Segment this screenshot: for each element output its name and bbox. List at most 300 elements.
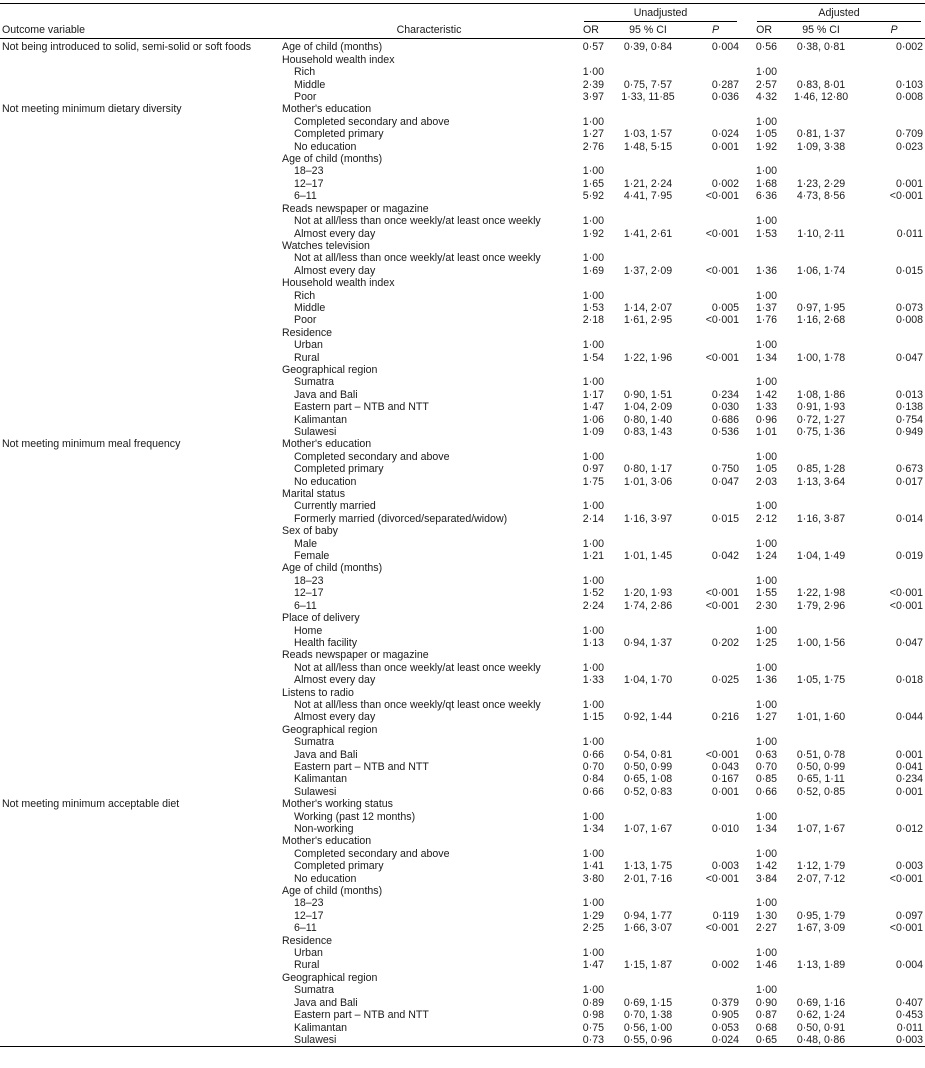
adjusted-or-cell: 0·56 (755, 41, 778, 54)
adjusted-or-cell: 1·30 (755, 909, 778, 922)
unadjusted-ci-cell: 0·55, 0·96 (606, 1034, 690, 1047)
outcome-cell: Not meeting minimum acceptable diet (2, 798, 180, 811)
outcome-cell (0, 637, 282, 649)
adjusted-ci-cell: 0·50, 0·99 (796, 760, 846, 773)
unadjusted-or-cell: 1·29 (582, 909, 604, 922)
unadjusted-ci-cell: 1·61, 2·95 (623, 314, 673, 327)
adjusted-p-cell: <0·001 (889, 587, 924, 600)
outcome-cell (0, 215, 282, 227)
characteristic-cell: Currently married (294, 500, 376, 513)
unadjusted-ci-cell (606, 662, 690, 674)
adjusted-or-cell: 1·05 (755, 128, 778, 141)
unadjusted-or-cell: 1·92 (582, 227, 604, 240)
characteristic-cell: Sulawesi (294, 426, 337, 438)
characteristic-cell: Completed primary (294, 463, 384, 476)
adjusted-or-cell: 1·00 (755, 339, 778, 352)
adjusted-p-cell: 0·018 (895, 674, 924, 687)
adjusted-or-cell (749, 327, 779, 339)
table-row (0, 525, 925, 537)
outcome-cell (0, 228, 282, 240)
outcome-cell (0, 426, 282, 438)
outcome-cell (0, 674, 282, 686)
table-row (0, 997, 925, 1009)
unadjusted-ci-cell (606, 252, 690, 264)
spacer-cell (741, 860, 749, 872)
outcome-cell (0, 538, 282, 550)
adjusted-p-cell: 0·004 (895, 959, 924, 972)
adjusted-p-cell: 0·097 (895, 909, 924, 922)
spacer-cell (741, 687, 749, 699)
outcome-cell (0, 662, 282, 674)
table-row (0, 153, 925, 165)
spacer-cell (741, 910, 749, 922)
characteristic-cell: Sulawesi (282, 1034, 576, 1047)
outcome-cell (0, 141, 282, 153)
unadjusted-or-cell: 0·97 (582, 463, 604, 476)
characteristic-cell: 6–11 (294, 599, 317, 612)
adjusted-ci-cell (779, 625, 863, 637)
outcome-cell (0, 451, 282, 463)
table-row (0, 290, 925, 302)
outcome-cell (0, 625, 282, 637)
characteristic-cell: Sulawesi (294, 785, 337, 798)
unadjusted-or-cell: 0·98 (582, 1009, 604, 1022)
table-row (0, 128, 925, 140)
characteristic-cell: Rich (294, 66, 316, 79)
unadjusted-p-cell: 0·010 (711, 823, 740, 835)
adjusted-ci-cell (779, 376, 863, 388)
unadjusted-p-cell (690, 662, 741, 674)
outcome-cell (0, 897, 282, 909)
adjusted-or-cell: 1·00 (755, 810, 778, 823)
spacer-cell (741, 922, 749, 934)
unadjusted-or-cell (576, 438, 606, 450)
unadjusted-ci-cell (606, 562, 690, 574)
unadjusted-ci-cell: 1·01, 3·06 (623, 475, 673, 488)
unadjusted-or-cell (576, 972, 606, 984)
table-row (0, 798, 925, 810)
adjusted-or-cell: 1·00 (755, 698, 778, 711)
characteristic-cell: Geographical region (282, 723, 378, 736)
unadjusted-or-cell: 1·17 (582, 388, 604, 401)
unadjusted-ci-cell (606, 203, 690, 215)
outcome-cell (0, 984, 282, 996)
adjusted-ci-cell (779, 811, 863, 823)
adjusted-or-cell: 2·12 (755, 512, 778, 525)
adjusted-ci-cell (779, 116, 863, 128)
unadjusted-ci-cell: 0·80, 1·17 (623, 463, 673, 476)
unadjusted-p-cell (690, 935, 741, 947)
adjusted-or-cell: 1·00 (755, 847, 778, 860)
adjusted-or-cell (749, 649, 779, 661)
unadjusted-ci-cell: 1·13, 1·75 (623, 860, 673, 873)
outcome-cell (0, 178, 282, 190)
unadjusted-or-cell: 1·75 (582, 475, 604, 488)
spacer-cell (741, 612, 749, 624)
unadjusted-ci-cell: 0·80, 1·40 (623, 413, 673, 426)
adjusted-or-cell: 1·00 (755, 376, 778, 389)
spacer-cell (741, 786, 749, 798)
spacer-cell (741, 724, 749, 736)
characteristic-cell: Rural (294, 959, 320, 972)
unadjusted-or-cell: 2·24 (582, 599, 604, 612)
unadjusted-p-cell (690, 562, 741, 574)
outcome-cell (0, 265, 282, 277)
characteristic-cell: Rural (294, 351, 320, 364)
adjusted-or-cell: 2·03 (755, 475, 778, 488)
outcome-cell (0, 885, 282, 897)
unadjusted-ci-cell (606, 811, 690, 823)
spacer-cell (741, 525, 749, 537)
adjusted-or-cell (749, 203, 779, 215)
outcome-cell (0, 749, 282, 761)
adjusted-p-cell: 0·044 (895, 711, 924, 724)
unadjusted-or-cell (576, 103, 606, 115)
adjusted-ci-cell: 1·04, 1·49 (796, 550, 846, 563)
unadjusted-or-cell: 0·73 (576, 1034, 606, 1047)
outcome-cell (0, 736, 282, 748)
unadjusted-p-cell (690, 897, 741, 909)
adjusted-ci-cell (779, 984, 863, 996)
adjusted-ci-cell: 1·07, 1·67 (796, 823, 846, 835)
adjusted-p-cell: 0·041 (895, 760, 924, 773)
table-row (0, 848, 925, 860)
adjusted-ci-cell: 1·01, 1·60 (796, 711, 846, 724)
adjusted-ci-cell: 1·67, 3·09 (796, 922, 846, 935)
unadjusted-or-cell: 1·69 (582, 264, 604, 277)
adjusted-or-cell: 3·84 (755, 872, 778, 885)
adjusted-p-cell (863, 116, 925, 128)
adjusted-p-cell (863, 724, 925, 736)
spacer-cell (741, 327, 749, 339)
unadjusted-ci-cell: 1·14, 2·07 (623, 301, 673, 314)
spacer-cell (741, 798, 749, 810)
outcome-cell (0, 476, 282, 488)
characteristic-cell: Completed secondary and above (294, 450, 450, 463)
outcome-cell (0, 66, 282, 78)
unadjusted-p-cell (690, 984, 741, 996)
adjusted-or-cell: 1·00 (755, 984, 778, 997)
unadjusted-or-cell: 1·54 (582, 351, 604, 364)
table-row (0, 116, 925, 128)
unadjusted-or-cell: 1·00 (582, 698, 604, 711)
unadjusted-p-cell: 0·002 (711, 959, 740, 972)
unadjusted-or-cell: 0·84 (582, 773, 604, 786)
characteristic-cell: Mother's working status (282, 798, 393, 811)
unadjusted-ci-cell (606, 327, 690, 339)
adjusted-ci-cell: 1·05, 1·75 (796, 674, 846, 687)
adjusted-p-cell (863, 290, 925, 302)
unadjusted-or-cell: 1·53 (582, 301, 604, 314)
spacer-cell (741, 513, 749, 525)
adjusted-ci-cell: 0·83, 8·01 (796, 78, 846, 91)
unadjusted-or-cell (576, 240, 606, 252)
characteristic-cell: Kalimantan (294, 1021, 347, 1034)
unadjusted-ci-cell: 1·74, 2·86 (623, 599, 673, 612)
unadjusted-p-cell: 0·216 (711, 711, 740, 724)
adjusted-p-cell: 0·047 (895, 351, 924, 364)
adjusted-ci-cell (779, 203, 863, 215)
adjusted-ci-cell: 0·95, 1·79 (796, 909, 846, 922)
characteristic-cell: Java and Bali (294, 388, 358, 401)
adjusted-p-cell (863, 649, 925, 661)
characteristic-cell: Age of child (months) (282, 153, 383, 166)
adjusted-or-cell: 2·30 (755, 599, 778, 612)
adjusted-p-cell (863, 277, 925, 289)
adjusted-or-cell: 1·24 (755, 550, 778, 563)
spacer-cell (741, 575, 749, 587)
outcome-cell (0, 327, 282, 339)
unadjusted-p-cell (690, 699, 741, 711)
outcome-cell (0, 947, 282, 959)
outcome-cell (0, 761, 282, 773)
adjusted-p-cell (863, 488, 925, 500)
adjusted-ci-cell: 0·51, 0·78 (796, 748, 846, 761)
adjusted-ci-cell (779, 848, 863, 860)
characteristic-cell: Completed primary (294, 860, 384, 873)
adjusted-or-cell: 1·00 (755, 66, 778, 79)
characteristic-cell: Mother's education (282, 835, 372, 848)
unadjusted-ci-cell (606, 215, 690, 227)
outcome-cell (0, 1009, 282, 1021)
spacer-cell (741, 228, 749, 240)
adjusted-ci-cell (779, 835, 863, 847)
unadjusted-or-cell: 1·00 (582, 661, 604, 674)
adjusted-p-cell (863, 327, 925, 339)
adjusted-ci-cell (779, 562, 863, 574)
table-row (0, 414, 925, 426)
unadjusted-p-cell: 0·025 (711, 674, 740, 687)
table-row (0, 935, 925, 947)
spacer-cell (741, 885, 749, 897)
characteristic-cell: Mother's education (282, 438, 372, 451)
unadjusted-ci-cell: 0·94, 1·77 (623, 909, 673, 922)
table-row (0, 625, 925, 637)
unadjusted-p-cell (690, 612, 741, 624)
table-row (0, 724, 925, 736)
characteristic-cell: Sex of baby (282, 525, 338, 538)
adjusted-ci-cell (779, 538, 863, 550)
spacer-cell (741, 997, 749, 1009)
characteristic-cell: Almost every day (294, 264, 376, 277)
unadjusted-ci-cell: 0·75, 7·57 (623, 78, 673, 91)
spacer-cell (741, 401, 749, 413)
characteristic-cell: Java and Bali (294, 748, 358, 761)
unadjusted-or-cell: 0·57 (582, 41, 604, 54)
adjusted-or-cell: 1·00 (755, 450, 778, 463)
adjusted-p-cell (863, 339, 925, 351)
outcome-cell (0, 302, 282, 314)
table-row (0, 550, 925, 562)
outcome-cell (0, 116, 282, 128)
spacer-cell (741, 1009, 749, 1021)
adjusted-or-cell: 1·00 (755, 289, 778, 302)
unadjusted-p-cell: 0·042 (711, 550, 740, 563)
adjusted-ci-cell: 0·62, 1·24 (796, 1009, 846, 1022)
adjusted-or-cell: 1·33 (755, 401, 778, 414)
unadjusted-or-cell: 1·00 (582, 897, 604, 910)
adjusted-ci-cell (779, 451, 863, 463)
unadjusted-p-cell (690, 538, 741, 550)
unadjusted-ci-cell (606, 500, 690, 512)
adjusted-ci-cell: 0·38, 0·81 (796, 41, 846, 54)
adjusted-p-cell: 0·001 (895, 748, 924, 761)
unadjusted-p-cell (690, 66, 741, 78)
table-row (0, 203, 925, 215)
adjusted-ci-cell (779, 897, 863, 909)
adjusted-p-cell (863, 538, 925, 550)
table-row (0, 562, 925, 574)
characteristic-cell: Completed secondary and above (294, 847, 450, 860)
outcome-cell (0, 314, 282, 326)
outcome-cell (0, 724, 282, 736)
unadjusted-p-cell (690, 203, 741, 215)
outcome-cell (0, 873, 282, 885)
unadjusted-p-cell: 0·043 (711, 760, 740, 773)
unadjusted-or-cell: 5·92 (582, 190, 604, 203)
unadjusted-p-cell: 0·015 (711, 512, 740, 525)
adjusted-p-cell: 0·453 (895, 1009, 924, 1022)
adjusted-or-cell (749, 687, 779, 699)
table-row (0, 352, 925, 364)
unadjusted-or-cell (576, 649, 606, 661)
unadjusted-or-cell: 1·47 (582, 401, 604, 414)
adjusted-ci-cell: 0·97, 1·95 (796, 301, 846, 314)
spacer-cell (741, 773, 749, 785)
unadjusted-ci-cell: 0·39, 0·84 (623, 41, 673, 54)
outcome-cell (0, 128, 282, 140)
unadjusted-ci-cell: 0·94, 1·37 (623, 636, 673, 649)
table-row (0, 538, 925, 550)
outcome-cell (0, 972, 282, 984)
adjusted-ci-cell (779, 575, 863, 587)
adjusted-ci-cell (779, 612, 863, 624)
unadjusted-p-cell: 0·030 (711, 401, 740, 414)
adjusted-p-cell (863, 500, 925, 512)
outcome-cell (0, 699, 282, 711)
outcome-cell (0, 463, 282, 475)
unadjusted-or-cell (576, 203, 606, 215)
unadjusted-p-cell (690, 947, 741, 959)
unadjusted-p-cell (690, 451, 741, 463)
spacer-cell (741, 252, 749, 264)
adjusted-p-cell (863, 699, 925, 711)
adjusted-p-cell: 0·709 (895, 128, 924, 141)
adjusted-p-header: P (863, 22, 925, 39)
table-row (0, 873, 925, 885)
outcome-cell (0, 364, 282, 376)
table-row (0, 860, 925, 872)
unadjusted-ci-cell: 1·01, 1·45 (623, 550, 673, 563)
adjusted-p-cell: 0·001 (895, 177, 924, 190)
adjusted-or-cell: 1·92 (755, 140, 778, 153)
table-row (0, 947, 925, 959)
unadjusted-ci-cell: 0·90, 1·51 (623, 388, 673, 401)
characteristic-cell: Urban (294, 339, 323, 352)
adjusted-ci-cell: 1·06, 1·74 (796, 264, 846, 277)
spacer-cell (741, 339, 749, 351)
adjusted-p-cell (863, 612, 925, 624)
adjusted-or-cell: 1·34 (755, 351, 778, 364)
spacer-cell (741, 414, 749, 426)
adjusted-p-cell: 0·002 (895, 41, 924, 54)
unadjusted-ci-cell (606, 575, 690, 587)
adjusted-ci-cell: 0·75, 1·36 (796, 426, 846, 438)
outcome-cell (0, 500, 282, 512)
outcome-cell (0, 376, 282, 388)
outcome-cell (0, 860, 282, 872)
characteristic-cell: 18–23 (294, 897, 324, 910)
spacer-cell (741, 749, 749, 761)
outcome-cell (0, 1022, 282, 1034)
unadjusted-p-cell (690, 215, 741, 227)
adjusted-or-cell: 1·68 (755, 177, 778, 190)
adjusted-ci-cell: 1·09, 3·38 (796, 140, 846, 153)
adjusted-p-cell: 0·047 (895, 636, 924, 649)
adjusted-p-cell: 0·003 (863, 1034, 925, 1047)
spacer-cell (741, 54, 749, 66)
unadjusted-p-cell: <0·001 (705, 264, 740, 277)
table-row (0, 389, 925, 401)
adjusted-p-cell: 0·019 (895, 550, 924, 563)
outcome-cell (0, 165, 282, 177)
unadjusted-or-cell: 0·89 (582, 996, 604, 1009)
spacer-cell (741, 947, 749, 959)
adjusted-ci-cell (779, 66, 863, 78)
unadjusted-ci-cell (606, 165, 690, 177)
adjusted-or-cell: 1·42 (755, 860, 778, 873)
unadjusted-ci-cell (606, 525, 690, 537)
unadjusted-p-cell: <0·001 (705, 314, 740, 327)
unadjusted-ci-cell: 1·16, 3·97 (623, 512, 673, 525)
adjusted-or-cell (749, 525, 779, 537)
adjusted-ci-cell: 0·48, 0·86 (779, 1034, 863, 1047)
adjusted-or-cell: 1·00 (755, 661, 778, 674)
table-row (0, 600, 925, 612)
adjusted-or-cell: 1·76 (755, 314, 778, 327)
adjusted-p-cell: <0·001 (889, 922, 924, 935)
characteristic-cell: Working (past 12 months) (294, 810, 416, 823)
unadjusted-p-cell: <0·001 (705, 587, 740, 600)
outcome-cell (0, 91, 282, 103)
unadjusted-or-cell (576, 562, 606, 574)
spacer-cell (741, 897, 749, 909)
unadjusted-ci-cell (606, 339, 690, 351)
unadjusted-or-cell: 0·70 (582, 760, 604, 773)
outcome-header: Outcome variable (0, 22, 282, 39)
unadjusted-ci-cell (606, 376, 690, 388)
unadjusted-p-cell (690, 252, 741, 264)
characteristic-cell: Residence (282, 326, 333, 339)
adjusted-or-cell: 1·00 (755, 574, 778, 587)
table-row (0, 302, 925, 314)
characteristic-cell: Eastern part – NTB and NTT (294, 760, 429, 773)
adjusted-p-cell: 0·011 (896, 227, 924, 240)
adjusted-p-cell: 0·017 (895, 475, 924, 488)
unadjusted-ci-cell (606, 451, 690, 463)
unadjusted-p-cell (690, 277, 741, 289)
adjusted-or-cell: 1·00 (755, 537, 778, 550)
unadjusted-p-cell: <0·001 (705, 227, 740, 240)
unadjusted-p-cell (690, 327, 741, 339)
adjusted-ci-cell (779, 438, 863, 450)
table-row (0, 711, 925, 723)
adjusted-p-cell (863, 947, 925, 959)
adjusted-or-cell: 1·55 (755, 587, 778, 600)
outcome-cell (0, 550, 282, 562)
table-row (0, 277, 925, 289)
outcome-cell (0, 823, 282, 835)
